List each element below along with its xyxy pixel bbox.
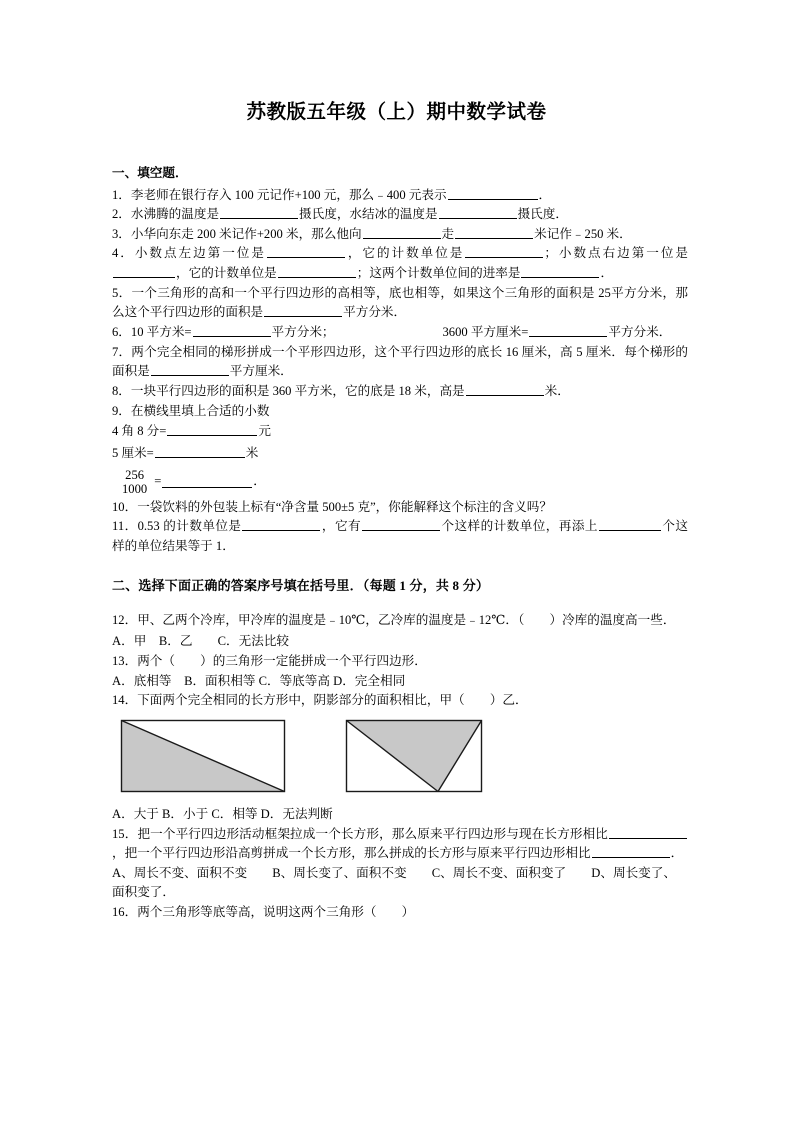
question-12-number: 12．	[112, 612, 138, 627]
question-15	[112, 825, 688, 864]
question-3-text-a: 小华向东走 200 米记作+200 米，那么他向	[130, 226, 362, 241]
question-9-number: 9．	[112, 403, 131, 418]
question-8	[112, 382, 688, 402]
question-5	[112, 284, 688, 323]
question-6	[112, 323, 688, 343]
question-2-text-b: 摄氏度，水结冰的温度是	[299, 207, 438, 222]
question-1-text: 李老师在银行存入 100 元记作+100 元，那么﹣400 元表示	[130, 187, 447, 202]
question-6-number: 6．	[112, 325, 131, 339]
question-13-text: 两个（ ）的三角形一定能拼成一个平行四边形．	[137, 653, 427, 668]
figure-yi-container	[345, 719, 483, 793]
question-15-choices-line-1: A、周长不变、面积不变 B、周长变了、面积不变 C、周长不变、面积变了 D、周	[112, 865, 626, 880]
page-title: 苏教版五年级（上）期中数学试卷	[246, 102, 547, 123]
answer-blank[interactable]	[242, 518, 320, 531]
answer-blank[interactable]	[220, 206, 298, 219]
question-10-text: 一袋饮料的外包装上标有“净含量 500±5 克”，你能解释这个标注的含义吗？	[137, 499, 552, 514]
question-9-fraction-row	[112, 468, 688, 496]
question-14-figures	[112, 717, 688, 803]
answer-blank[interactable]	[592, 845, 670, 858]
question-16-text: 两个三角形等底等高，说明这两个三角形（ ）	[137, 905, 415, 920]
question-15-choices-line-2: 长变了、面积变了．	[112, 865, 676, 900]
shaded-triangle-rectangle-jia	[120, 719, 286, 793]
question-11-text-b: ，它有	[321, 519, 362, 534]
question-15-text-e: ．	[670, 846, 684, 861]
question-9-sub2-unit: 米	[245, 445, 259, 460]
answer-blank[interactable]	[448, 187, 538, 200]
question-9-sub-1	[112, 421, 688, 443]
question-12	[112, 608, 688, 633]
shaded-triangle-rectangle-yi	[345, 719, 483, 793]
question-4-text-f: ；这两个计数单位间的进率是	[356, 266, 521, 281]
answer-blank[interactable]	[529, 324, 607, 337]
question-4-text-g: ．	[600, 266, 614, 281]
question-6-text-c: 3600 平方厘米=	[442, 325, 529, 339]
answer-blank[interactable]	[465, 245, 543, 258]
question-5-text-b: 平方分米，那么这个平行四边形的面积是	[112, 285, 689, 320]
question-4-text-b: ，它的计数单位是	[345, 246, 465, 261]
answer-blank[interactable]	[362, 518, 440, 531]
question-11-text-c: 个这样的计数单位，再添上	[441, 519, 598, 534]
question-5-text-a: 一个三角形的高和一个平行四边形的高相等，底也相等，如果这个三角形的面积是 25	[131, 285, 611, 300]
fraction-denominator: 1000	[122, 481, 148, 496]
answer-blank[interactable]	[162, 475, 252, 488]
question-16-number: 16．	[112, 905, 138, 920]
fraction-tail: ．	[253, 474, 266, 489]
question-9-sub1-label: 4 角 8 分=	[112, 424, 167, 439]
question-2	[112, 205, 688, 225]
question-3-text-c: 米记作﹣250 米．	[534, 226, 632, 241]
question-11	[112, 517, 688, 556]
answer-blank[interactable]	[609, 826, 687, 839]
question-1-tail: ．	[538, 187, 552, 202]
question-15-text-a: 把一个平行四边形活动框架拉成一个长方形，那么原来平行四边形与现在长方形相	[137, 826, 596, 841]
question-15-choices[interactable]	[112, 864, 688, 903]
fraction-256-over-1000	[118, 468, 151, 496]
question-11-text-d: 个这样的单位结果等于 1．	[112, 519, 689, 553]
section-heading-one: 一、填空题．	[112, 166, 188, 180]
question-14	[112, 691, 688, 711]
question-12-choices[interactable]: A．甲 B．乙 C．无法比较	[112, 634, 290, 649]
question-14-choices[interactable]: A．大于 B．小于 C．相等 D．无法判断	[112, 806, 333, 821]
answer-blank[interactable]	[363, 226, 441, 239]
answer-blank[interactable]	[439, 206, 517, 219]
question-7-number: 7．	[112, 344, 132, 359]
question-6-text-b: 平方分米；	[271, 325, 335, 339]
question-4-text-c: ；小数点右边第一位	[544, 246, 676, 261]
answer-blank[interactable]	[167, 423, 257, 436]
question-14-number: 14．	[112, 693, 138, 708]
fraction-equals-sign: =	[154, 474, 162, 489]
question-4-text-e: ，它的计数单位是	[176, 266, 277, 281]
question-9-sub-2	[112, 443, 688, 465]
answer-blank[interactable]	[113, 265, 175, 278]
question-3-number: 3．	[112, 226, 131, 241]
answer-blank[interactable]	[267, 245, 345, 258]
question-7-text-a: 两个完全相同的梯形拼成一个平形四边形，这个平行四边形的底长 16 厘米，高 5 厘米．每	[131, 344, 638, 359]
question-5-number: 5．	[112, 285, 132, 300]
question-3-text-b: 走	[441, 226, 455, 241]
question-9	[112, 402, 688, 422]
question-2-number: 2．	[112, 207, 131, 222]
question-13	[112, 652, 688, 672]
question-8-text-b: 米．	[544, 383, 570, 398]
question-6-text-a: 10 平方米=	[130, 325, 192, 339]
answer-blank[interactable]	[466, 383, 544, 396]
question-15-text-c: ，把一个平行四边形沿高剪拼成一个长方形，那么拼成的长方形与原来平行	[112, 846, 528, 861]
fraction-numerator: 256	[125, 467, 145, 482]
figure-jia-container	[120, 719, 286, 793]
question-6-text-e: 米．	[646, 325, 672, 339]
question-15-number: 15．	[112, 826, 138, 841]
question-5-text-c: 平方分米．	[343, 305, 407, 320]
question-13-number: 13．	[112, 653, 138, 668]
question-9-stem: 在横线里填上合适的小数	[130, 403, 270, 418]
question-7-text-c: 平方厘米．	[229, 364, 293, 379]
question-14-text: 下面两个完全相同的长方形中，阴影部分的面积相比，甲（ ）乙．	[137, 693, 528, 708]
question-4-text-d: 是	[675, 246, 689, 261]
question-12-text-a: 甲、乙两个冷库，甲冷库的温度是﹣10℃，乙冷库的温度是﹣12℃．（ ）冷库的温	[137, 612, 613, 627]
question-13-choices[interactable]: A．底相等 B．面积相等 C．等底等高 D．完全相同	[112, 673, 406, 688]
question-10	[112, 498, 688, 518]
question-8-number: 8．	[112, 383, 131, 398]
answer-blank[interactable]	[278, 265, 356, 278]
question-9-sub2-label: 5 厘米=	[112, 445, 154, 460]
question-2-text-c: 摄氏度．	[517, 207, 568, 222]
answer-blank[interactable]	[264, 304, 342, 317]
answer-blank[interactable]	[455, 226, 533, 239]
question-4-text-a: 小数点左边第一位是	[134, 246, 266, 261]
question-4-number: 4．	[112, 246, 135, 261]
answer-blank[interactable]	[193, 324, 271, 337]
question-7	[112, 343, 688, 382]
question-4	[112, 244, 688, 283]
question-1	[112, 186, 688, 206]
question-6-text-d: 平方分	[608, 325, 647, 339]
question-15-text-b: 比	[595, 826, 609, 841]
question-9-sub1-unit: 元	[258, 424, 271, 439]
question-10-number: 10．	[112, 499, 138, 514]
question-2-text-a: 水沸腾的温度是	[130, 207, 220, 222]
question-16	[112, 903, 688, 923]
answer-blank[interactable]	[155, 445, 245, 458]
question-15-text-d: 四边形相比	[527, 846, 591, 861]
question-11-text-a: 0.53 的计数单位是	[137, 519, 242, 534]
section-heading-two: 二、选择下面正确的答案序号填在括号里．（每题 1 分，共 8 分）	[112, 577, 490, 593]
document-body	[0, 164, 793, 923]
answer-blank[interactable]	[521, 265, 599, 278]
answer-blank[interactable]	[151, 363, 229, 376]
answer-blank[interactable]	[599, 518, 661, 531]
question-12-text-b: 度高一些．	[612, 612, 676, 627]
question-11-number: 11．	[112, 519, 138, 534]
question-3	[112, 225, 688, 245]
question-7-text-b: 个梯形的面积是	[112, 344, 689, 379]
question-8-text-a: 一块平行四边形的面积是 360 平方米，它的底是 18 米，高是	[130, 383, 465, 398]
question-1-number: 1．	[112, 187, 131, 202]
